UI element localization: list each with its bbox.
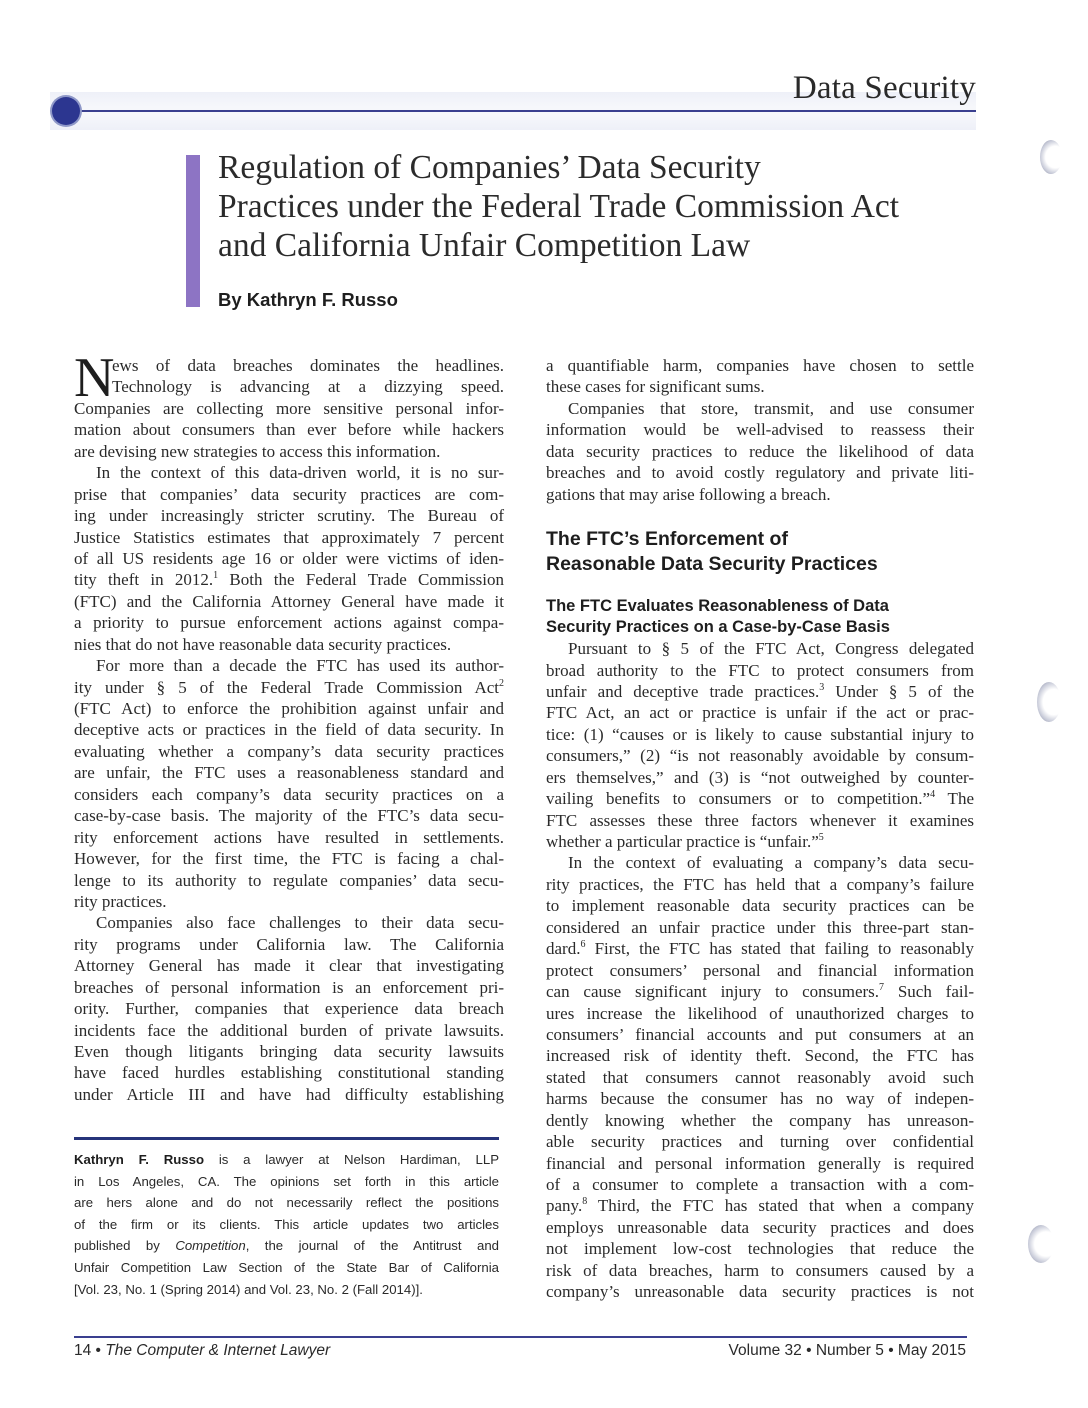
title-line: Practices under the Federal Trade Commission Act bbox=[218, 188, 900, 225]
line-text: whether a particular practice is “unfair.” bbox=[546, 832, 819, 851]
line-text: to implement reasonable data security practices can be bbox=[546, 896, 974, 916]
text-line bbox=[74, 912, 504, 933]
text-line bbox=[74, 655, 504, 676]
title-line: Regulation of Companies’ Data Security bbox=[218, 149, 761, 186]
line-text: consumers’ financial accounts and put consumers at an bbox=[546, 1024, 974, 1044]
text-line bbox=[546, 917, 974, 938]
text-line bbox=[74, 398, 504, 419]
text-line bbox=[74, 805, 504, 826]
text-line bbox=[74, 591, 504, 612]
line-text: ures increase the likelihood of unauthorized charges to bbox=[546, 1003, 974, 1023]
line-text: (FTC) and the California Attorney General have made it bbox=[74, 591, 504, 611]
line-text: rity enforcement actions have resulted in settlements. bbox=[74, 827, 504, 847]
text-line bbox=[546, 724, 974, 745]
line-text: financial and personal information generally is required bbox=[546, 1153, 974, 1173]
line-text: a quantifiable harm, companies have chosen to settle bbox=[546, 356, 974, 375]
line-text: dard. bbox=[546, 939, 581, 959]
bio-text: published by bbox=[74, 1238, 176, 1254]
line-text: In the context of this data-driven world, it is no sur- bbox=[96, 463, 504, 483]
bio-text: is a lawyer at Nelson Hardiman, LLP bbox=[204, 1152, 499, 1167]
line-text: rity programs under California law. The California bbox=[74, 934, 504, 954]
text-line bbox=[74, 441, 504, 462]
section-heading bbox=[546, 527, 974, 577]
bio-text: [Vol. 23, No. 1 (Spring 2014) and Vol. 23, No. 2 (Fall 2014)]. bbox=[74, 1281, 423, 1297]
bio-text: , the journal of the Antitrust and bbox=[245, 1238, 500, 1254]
text-line bbox=[546, 960, 974, 981]
line-text: Third, the FTC has stated that when a company bbox=[587, 1196, 974, 1216]
text-line bbox=[74, 612, 504, 633]
line-text: ority. Further, companies that experience data breach bbox=[74, 999, 504, 1019]
text-line bbox=[546, 895, 974, 916]
line-text: ity under § 5 of the Federal Trade Commission Act bbox=[74, 677, 499, 697]
footnote-ref: 4 bbox=[930, 789, 936, 801]
footnote-ref: 6 bbox=[580, 939, 586, 951]
line-text: case-by-case basis. The majority of the FTC’s data secu- bbox=[74, 806, 504, 826]
text-line bbox=[74, 870, 504, 891]
footer-rule bbox=[74, 1336, 967, 1338]
line-text: prise that companies’ data security practices are com- bbox=[74, 484, 504, 504]
text-line bbox=[546, 462, 974, 483]
line-text: lenge to its authority to regulate companies’ data secu- bbox=[74, 870, 504, 890]
text-line bbox=[74, 634, 504, 655]
line-text: Such fail- bbox=[884, 982, 974, 1002]
issue-info: Volume 32 • Number 5 • May 2015 bbox=[728, 1342, 966, 1359]
text-line bbox=[74, 548, 504, 569]
publication-name: The Computer & Internet Lawyer bbox=[105, 1342, 331, 1359]
line-text: rity practices, the FTC has held that a company’s failure bbox=[546, 874, 974, 894]
footnote-ref: 5 bbox=[818, 832, 824, 843]
text-line bbox=[74, 484, 504, 505]
text-line bbox=[546, 660, 974, 681]
line-text: Under § 5 of the bbox=[824, 681, 974, 701]
line-text: tity theft in 2012. bbox=[74, 570, 214, 590]
line-text: ing under increasingly stricter scrutiny. The Bureau of bbox=[74, 506, 504, 526]
bio-line bbox=[74, 1257, 499, 1279]
line-text: Companies are collecting more sensitive personal infor- bbox=[74, 398, 504, 418]
text-line bbox=[74, 698, 504, 719]
line-text: deceptive acts or practices in the field of data security. In bbox=[74, 720, 504, 740]
text-line bbox=[546, 874, 974, 895]
line-text: stated that consumers cannot reasonably avoid such bbox=[546, 1067, 974, 1087]
punch-hole-icon bbox=[1037, 682, 1061, 722]
line-text: pany. bbox=[546, 1196, 583, 1216]
text-line bbox=[546, 638, 974, 659]
line-text: Pursuant to § 5 of the FTC Act, Congress delegated bbox=[568, 639, 974, 659]
line-text: Technology is advancing at a dizzying speed. bbox=[112, 377, 504, 397]
left-column bbox=[74, 347, 505, 1105]
text-line bbox=[74, 419, 504, 440]
text-line bbox=[74, 955, 504, 976]
bio-author-name: Kathryn F. Russo bbox=[74, 1152, 205, 1167]
line-text: employs unreasonable data security practices and does bbox=[546, 1217, 974, 1237]
punch-hole-icon bbox=[1040, 140, 1062, 174]
line-text: Companies also face challenges to their data secu- bbox=[96, 913, 504, 933]
line-text: risk of data breaches, harm to consumers caused by a bbox=[546, 1260, 974, 1280]
line-text: However, for the first time, the FTC is facing a chal- bbox=[74, 849, 504, 869]
journal-name: Competition bbox=[175, 1238, 246, 1254]
text-line bbox=[546, 702, 974, 723]
header-rule bbox=[66, 110, 976, 112]
section-label: Data Security bbox=[792, 70, 976, 106]
line-text: mation about consumers than ever before while hackers bbox=[74, 420, 504, 440]
section-heading-line: Reasonable Data Security Practices bbox=[546, 553, 878, 576]
line-text: incidents face the additional burden of private lawsuits. bbox=[74, 1020, 504, 1040]
page-number: 14 bbox=[74, 1342, 92, 1359]
line-text: breaches of personal information is an enforcement pri- bbox=[74, 977, 504, 997]
text-line bbox=[546, 1067, 974, 1088]
line-text: of a consumer to complete a transaction with a com- bbox=[546, 1175, 974, 1194]
text-line bbox=[546, 398, 974, 419]
line-text: considers each company’s data security practices on a bbox=[74, 784, 504, 804]
line-text: company’s unreasonable data security practices is not bbox=[546, 1282, 974, 1302]
line-text: For more than a decade the FTC has used its author- bbox=[96, 656, 504, 676]
line-text: FTC assesses these three factors whenever it examines bbox=[546, 810, 974, 830]
text-line bbox=[546, 981, 974, 1002]
line-text: able security practices and turning over confidential bbox=[546, 1132, 974, 1152]
text-line bbox=[546, 1217, 974, 1238]
line-text: have faced hurdles establishing constitutional standing bbox=[74, 1063, 504, 1083]
text-line bbox=[74, 1062, 504, 1083]
footnote-ref: 8 bbox=[582, 1196, 588, 1208]
section-heading-line: The FTC’s Enforcement of bbox=[546, 528, 788, 551]
line-text: (FTC Act) to enforce the prohibition against unfair and bbox=[74, 699, 504, 718]
text-line bbox=[74, 376, 504, 397]
line-text: dently knowing whether the company has unreason- bbox=[546, 1110, 974, 1130]
line-text: under Article III and have had difficulty establishing bbox=[74, 1084, 504, 1104]
text-line bbox=[546, 810, 974, 831]
line-text: considered an unfair practice under this three-part stan- bbox=[546, 917, 974, 937]
footnote-ref: 2 bbox=[499, 677, 504, 689]
bio-text: are hers alone and do not necessarily reflect the positions bbox=[74, 1195, 499, 1211]
line-text: rity practices. bbox=[74, 891, 167, 911]
subsection-heading bbox=[546, 596, 974, 638]
text-line bbox=[74, 934, 504, 955]
title-line: and California Unfair Competition Law bbox=[218, 227, 751, 264]
line-text: increased risk of identity theft. Second, the FTC has bbox=[546, 1046, 974, 1066]
left-column-text bbox=[74, 347, 505, 1105]
line-text: are unfair, the FTC uses a reasonableness standard and bbox=[74, 763, 504, 783]
text-line bbox=[546, 1153, 974, 1174]
bio-line bbox=[74, 1279, 499, 1301]
bio-text: in Los Angeles, CA. The opinions set forth in this article bbox=[74, 1173, 499, 1189]
dropcap: N bbox=[74, 347, 115, 409]
bio-rule bbox=[74, 1137, 499, 1140]
text-line bbox=[546, 419, 974, 440]
line-text: information would be well-advised to reassess their bbox=[546, 420, 974, 440]
bio-text: Unfair Competition Law Section of the State Bar of California bbox=[74, 1259, 499, 1275]
line-text: In the context of evaluating a company’s data secu- bbox=[568, 853, 974, 873]
line-text: broad authority to the FTC to protect consumers from bbox=[546, 660, 974, 680]
text-line bbox=[74, 505, 504, 526]
line-text: First, the FTC has stated that failing to reasonably bbox=[585, 939, 974, 959]
text-line bbox=[74, 1020, 504, 1041]
footnote-ref: 3 bbox=[819, 681, 825, 693]
line-text: evaluating whether a company’s data security practices bbox=[74, 741, 504, 761]
text-line bbox=[74, 827, 504, 848]
text-line bbox=[74, 569, 504, 590]
text-line bbox=[74, 762, 504, 783]
line-text: tice: (1) “causes or is likely to cause substantial injury to bbox=[546, 724, 974, 744]
bio-line bbox=[74, 1149, 499, 1171]
subsection-heading-line: The FTC Evaluates Reasonableness of Data bbox=[546, 597, 889, 616]
line-text: harms because the consumer has no way of indepen- bbox=[546, 1089, 974, 1109]
text-line bbox=[546, 852, 974, 873]
text-line bbox=[546, 1131, 974, 1152]
line-text: data security practices to reduce the likelihood of data bbox=[546, 441, 974, 461]
byline: By Kathryn F. Russo bbox=[218, 289, 398, 310]
text-line bbox=[546, 1260, 974, 1281]
line-text: consumers,” (2) “is not reasonably avoidable by consum- bbox=[546, 746, 974, 766]
text-line bbox=[546, 745, 974, 766]
text-line bbox=[74, 527, 504, 548]
bio-text: of the firm or its clients. This article updates two articles bbox=[74, 1216, 499, 1232]
text-line bbox=[74, 848, 504, 869]
text-line bbox=[74, 677, 504, 698]
text-line bbox=[74, 462, 504, 483]
line-text: can cause significant injury to consumers. bbox=[546, 982, 880, 1002]
line-text: breaches and to avoid costly regulatory and private liti- bbox=[546, 463, 974, 483]
line-text: The bbox=[935, 789, 974, 809]
text-line bbox=[546, 1174, 974, 1195]
text-line bbox=[546, 1238, 974, 1259]
text-line bbox=[546, 1110, 974, 1131]
footer-left bbox=[74, 1342, 330, 1360]
author-bio bbox=[74, 1149, 499, 1300]
line-text: Attorney General has made it clear that investigating bbox=[74, 956, 504, 976]
text-line bbox=[74, 891, 504, 912]
line-text: Even though litigants bringing data security lawsuits bbox=[74, 1042, 504, 1061]
punch-hole-icon bbox=[1028, 1225, 1054, 1263]
line-text: these cases for significant sums. bbox=[546, 377, 765, 397]
line-text: not implement low-cost technologies that reduce the bbox=[546, 1239, 974, 1259]
text-line bbox=[546, 441, 974, 462]
text-line bbox=[74, 1084, 504, 1105]
line-text: Justice Statistics estimates that approximately 7 percent bbox=[74, 527, 504, 547]
text-line bbox=[74, 719, 504, 740]
line-text: protect consumers’ personal and financial information bbox=[546, 960, 974, 980]
header-bullet-icon bbox=[52, 97, 80, 125]
text-line bbox=[74, 1041, 504, 1062]
line-text: are devising new strategies to access this information. bbox=[74, 441, 441, 461]
text-line bbox=[546, 1024, 974, 1045]
article-title bbox=[218, 148, 899, 265]
bio-line bbox=[74, 1192, 499, 1214]
line-text: Both the Federal Trade Commission bbox=[218, 570, 505, 590]
line-text: nies that do not have reasonable data security practices. bbox=[74, 634, 452, 654]
text-line bbox=[74, 784, 504, 805]
text-line bbox=[546, 355, 974, 376]
dropcap-container bbox=[74, 347, 505, 1105]
text-line bbox=[546, 376, 974, 397]
bio-line bbox=[74, 1171, 499, 1193]
line-text: vailing benefits to consumers or to competition.” bbox=[546, 789, 931, 809]
line-text: gations that may arise following a breach. bbox=[546, 484, 831, 504]
footnote-ref: 7 bbox=[879, 982, 885, 994]
text-line bbox=[546, 681, 974, 702]
text-line bbox=[546, 1195, 974, 1216]
text-line bbox=[74, 355, 504, 376]
text-line bbox=[546, 484, 974, 505]
line-text: Companies that store, transmit, and use consumer bbox=[568, 398, 974, 418]
line-text: ews of data breaches dominates the headlines. bbox=[112, 356, 504, 375]
text-line bbox=[546, 938, 974, 959]
footer-separator: • bbox=[91, 1342, 106, 1359]
title-accent-bar bbox=[186, 155, 200, 307]
right-column-body bbox=[546, 638, 974, 1303]
right-column-intro bbox=[546, 355, 974, 505]
line-text: of all US residents age 16 or older were victims of iden- bbox=[74, 548, 504, 568]
text-line bbox=[546, 1045, 974, 1066]
text-line bbox=[546, 1281, 974, 1302]
text-line bbox=[546, 767, 974, 788]
subsection-heading-line: Security Practices on a Case-by-Case Basis bbox=[546, 618, 890, 637]
line-text: FTC Act, an act or practice is unfair if the act or prac- bbox=[546, 703, 974, 723]
text-line bbox=[74, 741, 504, 762]
text-line bbox=[546, 1003, 974, 1024]
text-line bbox=[546, 1088, 974, 1109]
text-line bbox=[74, 998, 504, 1019]
bio-line bbox=[74, 1235, 499, 1257]
text-line bbox=[546, 831, 974, 852]
text-line bbox=[74, 977, 504, 998]
footnote-ref: 1 bbox=[213, 570, 219, 582]
line-text: ers themselves,” and (3) is “not outweighed by counter- bbox=[546, 767, 974, 787]
line-text: unfair and deceptive trade practices. bbox=[546, 681, 820, 701]
line-text: a priority to pursue enforcement actions against compa- bbox=[74, 613, 504, 633]
right-column bbox=[546, 355, 974, 1303]
bio-line bbox=[74, 1214, 499, 1236]
text-line bbox=[546, 788, 974, 809]
